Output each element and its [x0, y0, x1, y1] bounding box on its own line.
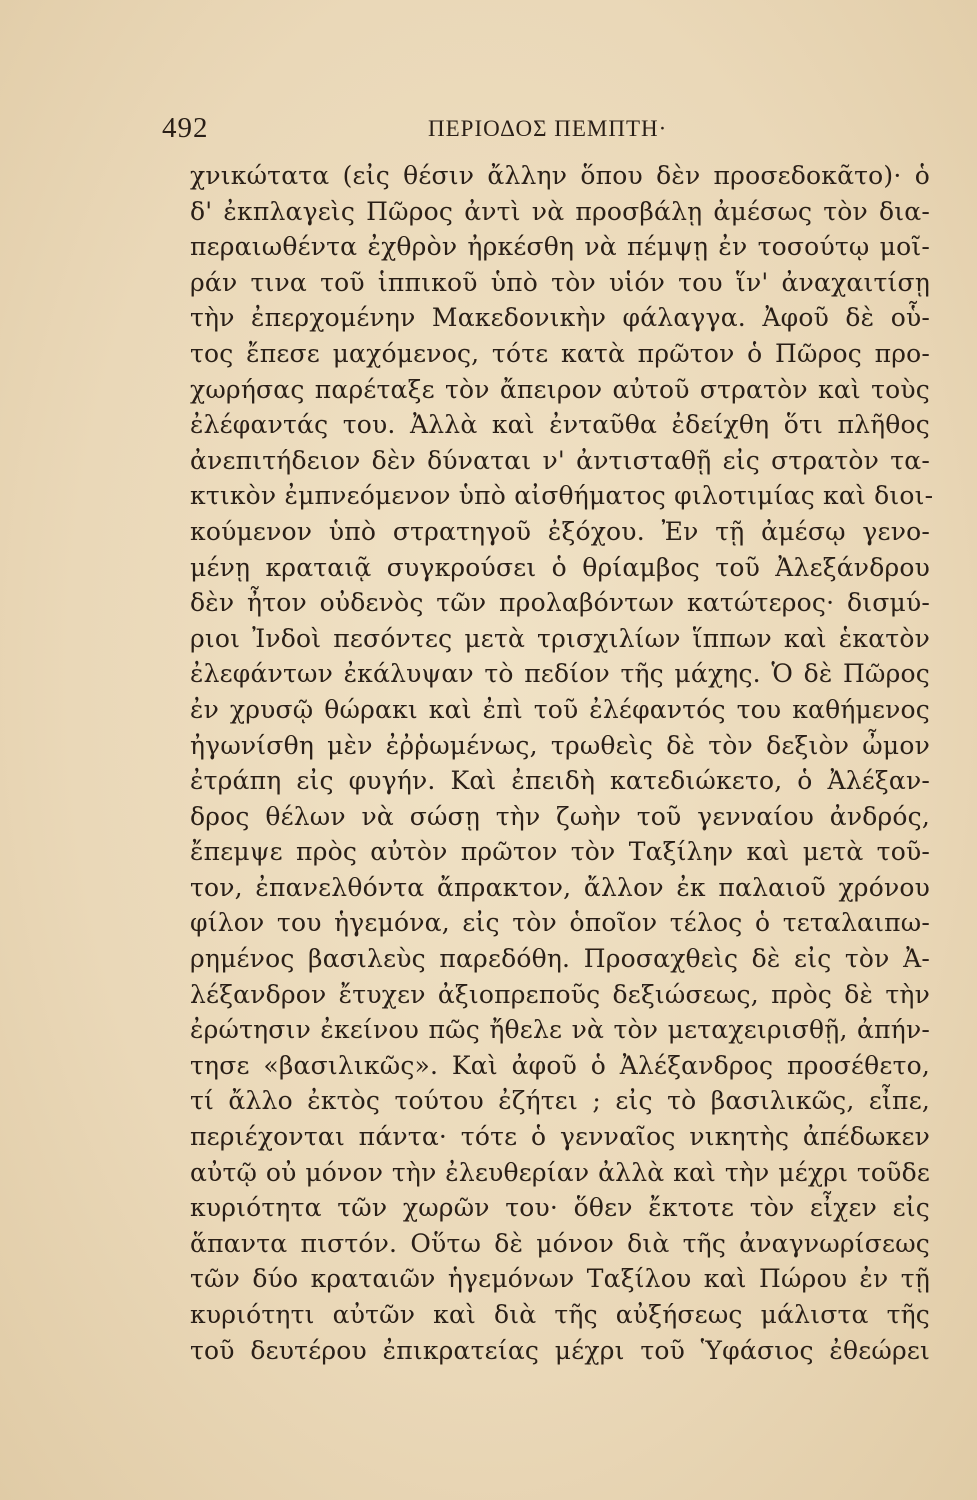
- text-line: τος ἔπεσε μαχόμενος, τότε κατὰ πρῶτον ὁ Πῶρος προ-: [190, 338, 930, 368]
- text-line: δρος θέλων νὰ σώσῃ τὴν ζωὴν τοῦ γενναίου ἀνδρός,: [190, 801, 930, 831]
- text-line: ἐλεφάντων ἐκάλυψαν τὸ πεδίον τῆς μάχης. Ὁ δὲ Πῶρος: [190, 659, 930, 689]
- text-line: τοῦ δευτέρου ἐπικρατείας μέχρι τοῦ Ὑφάσιος ἐθεώρει: [190, 1335, 930, 1365]
- text-line: ἠγωνίσθη μὲν ἐῤῥωμένως, τρωθεὶς δὲ τὸν δεξιὸν ὦμον: [190, 730, 930, 760]
- text-line: ἐλέφαντάς του. Ἀλλὰ καὶ ἐνταῦθα ἐδείχθη ὅτι πλῆθος: [190, 410, 930, 440]
- text-line: ἔπεμψε πρὸς αὐτὸν πρῶτον τὸν Ταξίλην καὶ μετὰ τοῦ-: [190, 837, 930, 867]
- text-line: ἐρώτησιν ἐκείνου πῶς ἤθελε νὰ τὸν μεταχειρισθῇ, ἀπήν-: [190, 1015, 930, 1045]
- text-line: φίλον του ἡγεμόνα, εἰς τὸν ὁποῖον τέλος ὁ τεταλαιπω-: [190, 908, 930, 938]
- text-line: τί ἄλλο ἐκτὸς τούτου ἐζήτει ; εἰς τὸ βασιλικῶς, εἶπε,: [190, 1086, 930, 1116]
- text-line: λέξανδρον ἔτυχεν ἀξιοπρεποῦς δεξιώσεως, πρὸς δὲ τὴν: [190, 979, 930, 1009]
- text-line: χωρήσας παρέταξε τὸν ἄπειρον αὐτοῦ στρατὸν καὶ τοὺς: [190, 374, 930, 404]
- text-line: κυριότητα τῶν χωρῶν του· ὅθεν ἔκτοτε τὸν εἶχεν εἰς: [190, 1193, 930, 1223]
- text-line: ἀνεπιτήδειον δὲν δύναται ν' ἀντισταθῇ εἰς στρατὸν τα-: [190, 445, 930, 475]
- text-line: ριοι Ἰνδοὶ πεσόντες μετὰ τρισχιλίων ἵππων καὶ ἑκατὸν: [190, 623, 930, 653]
- body-text: [190, 158, 934, 1368]
- text-line: αὐτῷ οὐ μόνον τὴν ἐλευθερίαν ἀλλὰ καὶ τὴν μέχρι τοῦδε: [190, 1157, 930, 1187]
- text-line: ἅπαντα πιστόν. Οὕτω δὲ μόνον διὰ τῆς ἀναγνωρίσεως: [190, 1228, 930, 1258]
- text-line: κούμενον ὑπὸ στρατηγοῦ ἐξόχου. Ἐν τῇ ἀμέσῳ γενο-: [190, 516, 930, 546]
- text-line: ἐτράπη εἰς φυγήν. Καὶ ἐπειδὴ κατεδιώκετο, ὁ Ἀλέξαν-: [190, 766, 930, 796]
- text-line: χνικώτατα (εἰς θέσιν ἄλλην ὅπου δὲν προσεδοκᾶτο)· ὁ: [190, 161, 930, 190]
- text-line: τῶν δύο κραταιῶν ἡγεμόνων Ταξίλου καὶ Πώρου ἐν τῇ: [190, 1264, 930, 1294]
- text-line: ἐν χρυσῷ θώρακι καὶ ἐπὶ τοῦ ἐλέφαντός του καθήμενος: [190, 694, 930, 724]
- text-line: τον, ἐπανελθόντα ἄπρακτον, ἄλλον ἐκ παλαιοῦ χρόνου: [190, 872, 930, 902]
- page-number: 492: [162, 112, 209, 144]
- text-line: ράν τινα τοῦ ἱππικοῦ ὑπὸ τὸν υἱόν του ἵν' ἀναχαιτίσῃ: [190, 267, 930, 297]
- text-line: δὲν ἦτον οὐδενὸς τῶν προλαβόντων κατώτερος· δισμύ-: [190, 588, 930, 618]
- page-header: [162, 112, 922, 152]
- text-line: περιέχονται πάντα· τότε ὁ γενναῖος νικητὴς ἀπέδωκεν: [190, 1122, 930, 1152]
- text-line: κυριότητι αὐτῶν καὶ διὰ τῆς αὐξήσεως μάλιστα τῆς: [190, 1300, 930, 1329]
- text-line: μένῃ κραταιᾷ συγκρούσει ὁ θρίαμβος τοῦ Ἀλεξάνδρου: [190, 552, 930, 582]
- text-line: τὴν ἐπερχομένην Μακεδονικὴν φάλαγγα. Ἀφοῦ δὲ οὗ-: [190, 303, 930, 333]
- text-line: ρημένος βασιλεὺς παρεδόθη. Προσαχθεὶς δὲ εἰς τὸν Ἀ-: [190, 944, 930, 974]
- text-line: δ' ἐκπλαγεὶς Πῶρος ἀντὶ νὰ προσβάλῃ ἀμέσως τὸν δια-: [190, 196, 930, 226]
- text-line: κτικὸν ἐμπνεόμενον ὑπὸ αἰσθήματος φιλοτιμίας καὶ διοι-: [190, 481, 934, 511]
- text-line: τησε «βασιλικῶς». Καὶ ἀφοῦ ὁ Ἀλέξανδρος προσέθετο,: [190, 1050, 930, 1080]
- text-line: περαιωθέντα ἐχθρὸν ἠρκέσθη νὰ πέμψῃ ἐν τοσούτῳ μοῖ-: [190, 232, 930, 262]
- running-head: ΠΕΡΙΟΔΟΣ ΠΕΜΠΤΗ·: [428, 116, 668, 141]
